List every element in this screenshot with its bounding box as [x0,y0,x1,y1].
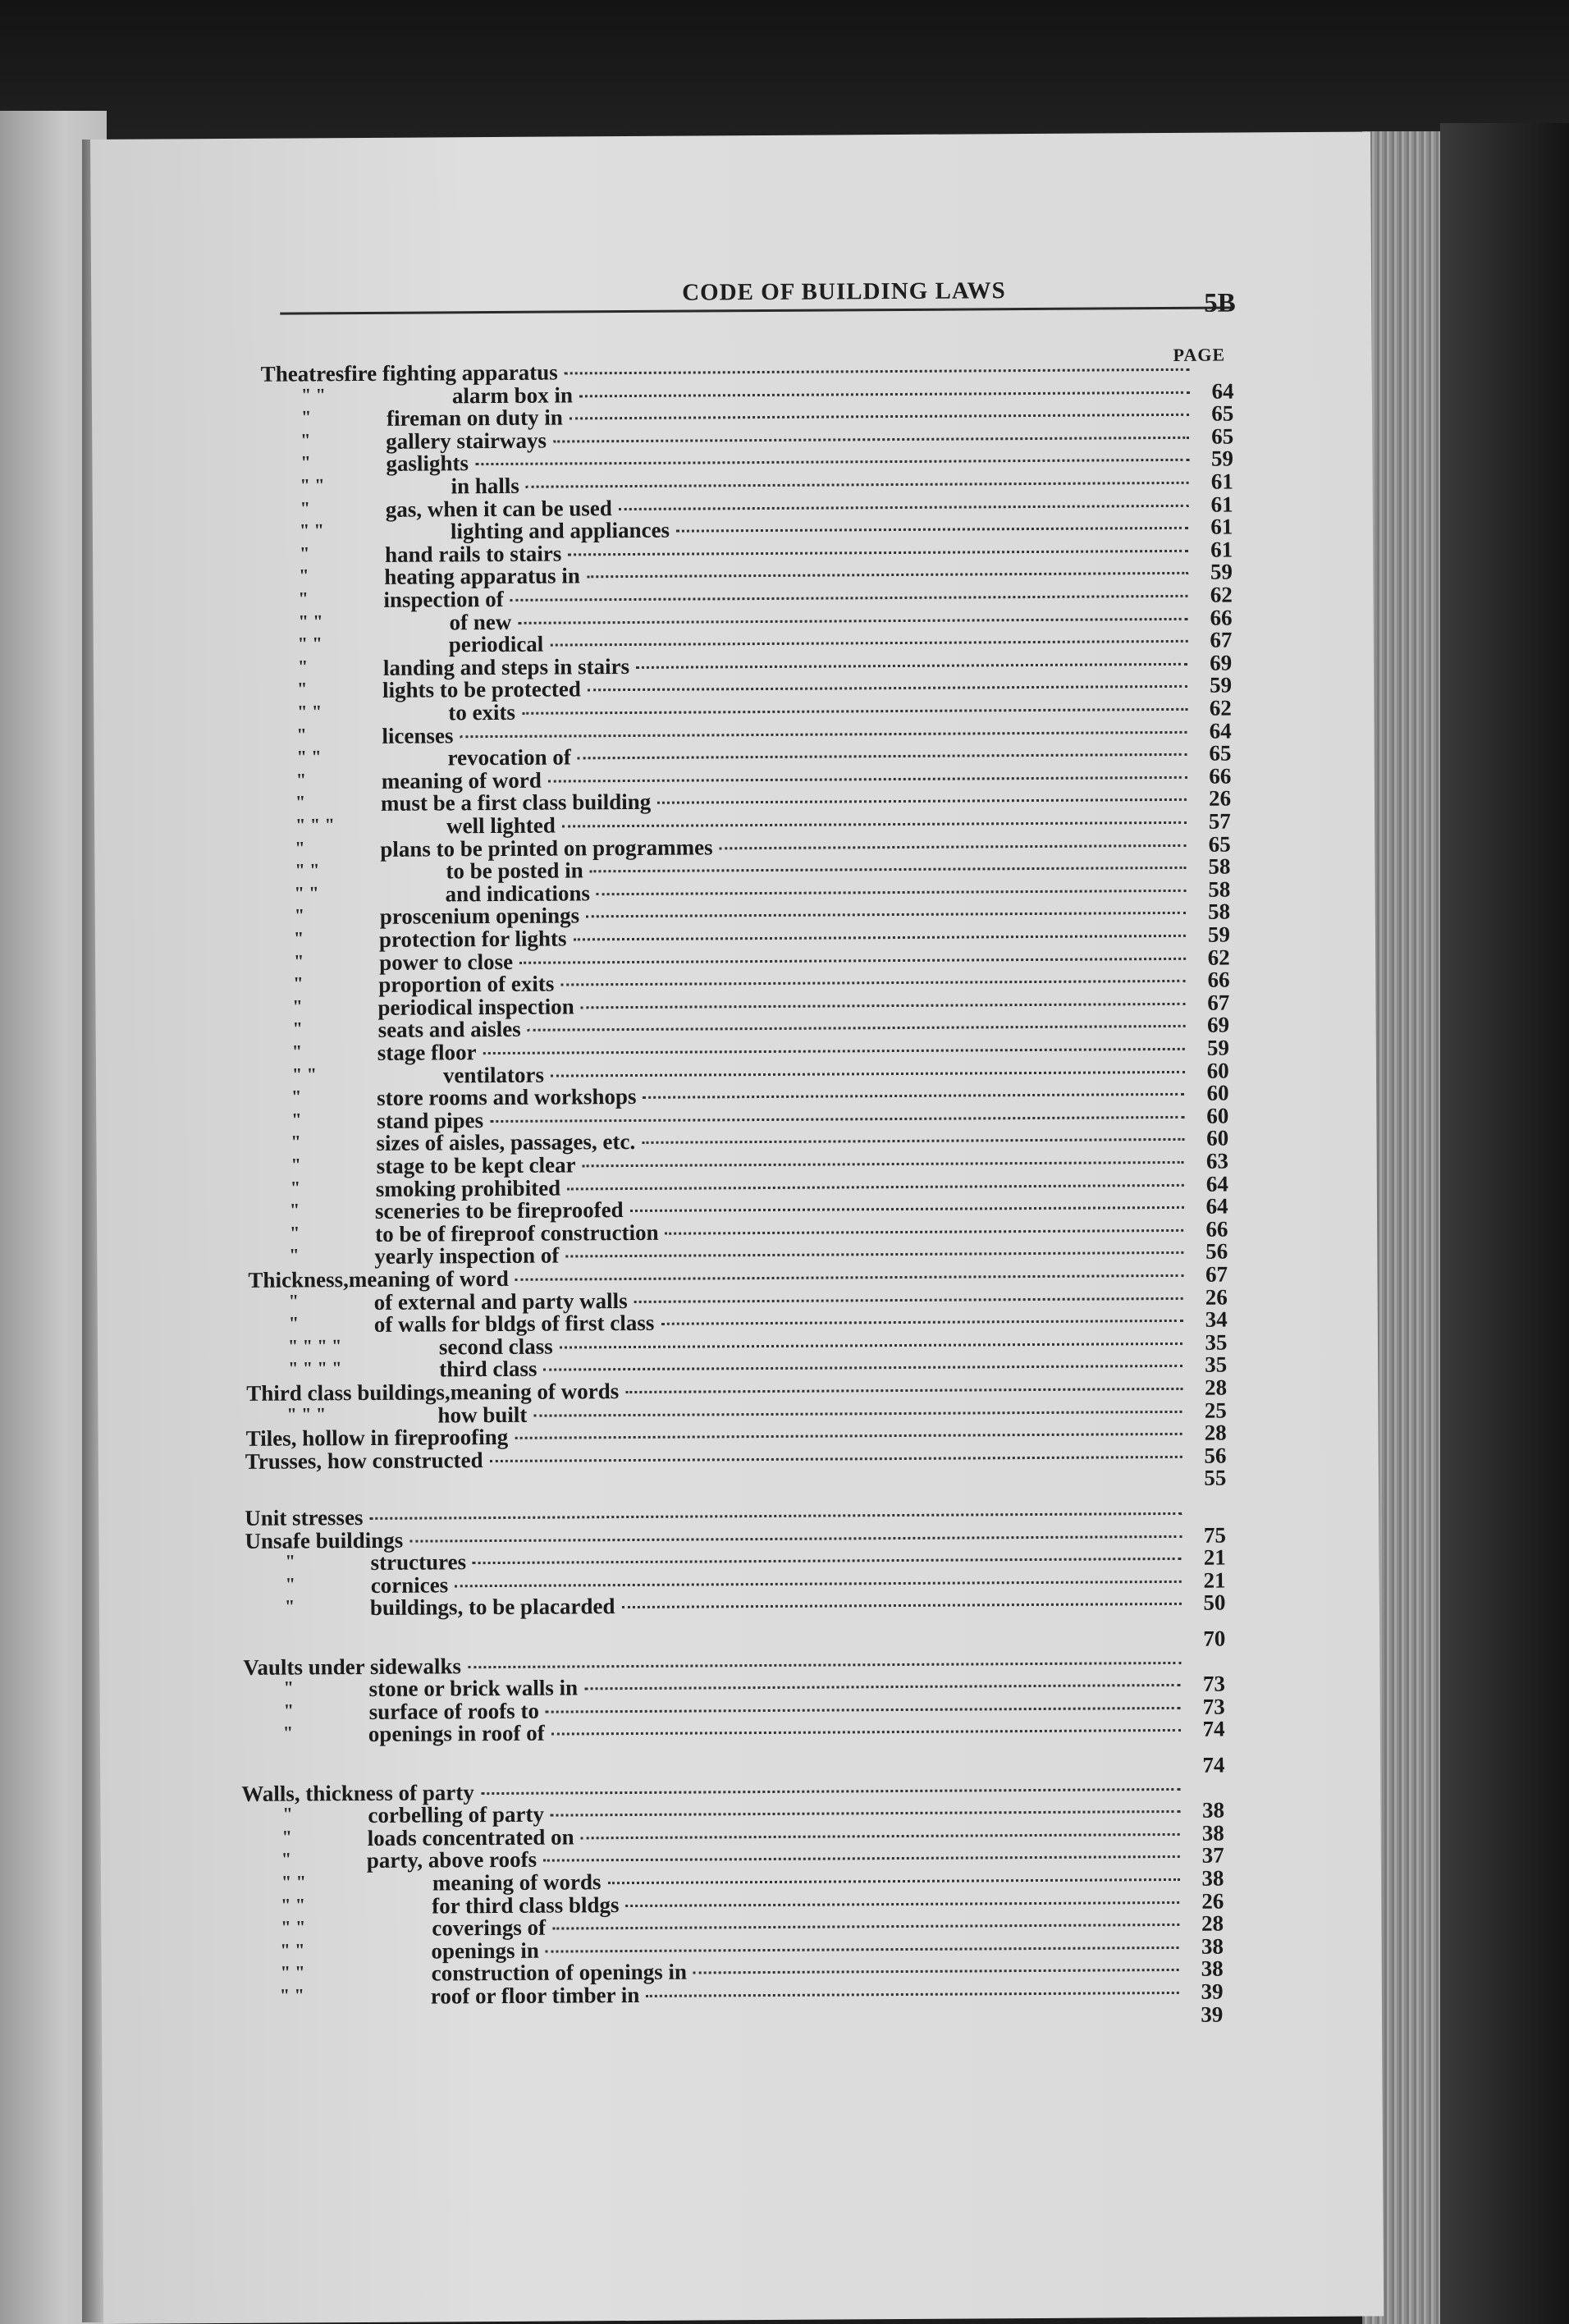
page-reference: 70 [1203,1626,1226,1651]
page-reference: 64 [1209,718,1232,743]
ditto-mark: " [281,1848,292,1869]
dot-leader [636,663,1187,669]
ditto-mark: " " [297,701,322,722]
dot-leader [584,1684,1181,1690]
ditto-mark: " [285,1573,296,1594]
page-column-header: PAGE [1173,344,1226,365]
ditto-mark: " [300,497,311,519]
dot-leader [550,640,1187,647]
page-reference: 35 [1205,1352,1228,1377]
index-subentry-text: periodical [448,631,544,657]
page-reference: 59 [1209,672,1233,698]
index-subentry-text: construction of openings in [431,1959,688,1986]
index-subentry-text: yearly inspection of [374,1242,560,1269]
dot-leader [522,708,1187,715]
dot-leader [583,1161,1184,1167]
dot-leader [625,1388,1182,1393]
dot-leader [552,1924,1179,1930]
ditto-mark: " [281,1826,292,1847]
dot-leader [590,867,1187,872]
dot-leader [657,798,1187,804]
page-reference: 58 [1208,899,1231,924]
ditto-mark: " [294,950,304,972]
index-subentry-text: proscenium openings [379,903,580,929]
page-reference: 69 [1210,650,1233,675]
ditto-mark: " " [281,1916,306,1937]
ditto-mark: " [288,1312,300,1334]
page-reference: 50 [1203,1590,1226,1615]
index-subentry-text: plans to be printed on programmes [380,835,713,862]
ditto-mark: " [289,1199,300,1220]
page-reference: 67 [1207,990,1230,1015]
ditto-mark: " " [291,1064,317,1085]
dot-leader [560,980,1185,986]
page-reference: 39 [1201,2001,1224,2027]
page-reference: 38 [1201,1797,1225,1823]
index-entry [282,1716,1225,1746]
page-reference: 64 [1205,1193,1228,1219]
dot-leader [642,1138,1184,1144]
ditto-mark: " [298,588,309,609]
dot-leader [548,776,1187,783]
index-heading: Thickness, [248,1267,349,1292]
index-entry [1177,1466,1226,1489]
page-reference: 38 [1201,1865,1224,1891]
page-reference: 65 [1209,740,1232,766]
dot-leader [666,1229,1184,1235]
page-reference: 28 [1204,1375,1228,1400]
dot-leader [473,1558,1182,1564]
dot-leader [581,1003,1186,1009]
dot-leader [551,1729,1181,1736]
index-subentry-text: gas, when it can be used [385,496,612,522]
dot-leader [518,618,1187,624]
dot-leader [475,459,1189,465]
dot-leader [565,368,1190,375]
dot-leader [490,1456,1182,1462]
page-number: 5B [1204,288,1236,318]
ditto-mark: " " [299,519,324,541]
page-reference: 66 [1209,763,1232,789]
index-subentry-text: structures [370,1549,467,1575]
page-reference: 73 [1202,1671,1226,1696]
dot-leader [543,1855,1180,1862]
ditto-mark: " [293,972,304,994]
dot-leader [568,550,1188,556]
dot-leader [562,821,1187,828]
index-subentry-text: ventilators [442,1062,545,1088]
dot-leader [567,1184,1184,1191]
page-reference: 61 [1210,537,1233,562]
index-subentry-text: seats and aisles [377,1016,521,1042]
dot-leader [607,1878,1179,1884]
page-reference: 58 [1208,853,1231,879]
ditto-mark: " " [300,384,326,405]
page-reference: 25 [1204,1398,1227,1423]
index-subentry-text: power to close [379,949,514,975]
ditto-mark: " " [298,611,323,632]
index-subentry-text: revocation of [447,744,571,771]
ditto-mark: " [296,724,307,745]
page-reference: 21 [1203,1544,1226,1570]
index-subentry-text: store rooms and workshops [377,1083,637,1110]
page-reference: 55 [1204,1465,1227,1490]
page-reference: 61 [1210,492,1233,517]
index-subentry-text: meaning of word [348,1265,509,1292]
ditto-mark: " [290,1131,301,1152]
page-reference: 66 [1205,1216,1228,1242]
dot-leader [578,753,1187,760]
dot-leader [581,1833,1180,1839]
page-reference: 60 [1206,1125,1229,1151]
index-subentry-text: openings in roof of [368,1720,545,1746]
dot-leader [573,935,1185,941]
page-reference: 67 [1210,627,1233,652]
dot-leader [676,527,1188,533]
dot-leader [370,1512,1182,1520]
index-subentry-text: smoking prohibited [375,1175,561,1201]
index-subentry-text: alarm box in [451,382,574,409]
ditto-mark: " [283,1700,294,1721]
dot-leader [460,731,1187,738]
index-entry [279,1979,1224,2009]
ditto-mark: " [293,927,304,949]
page-reference: 60 [1206,1080,1229,1105]
ditto-mark: " [285,1550,295,1571]
ditto-mark: " " [294,882,319,904]
index-subentry-text: well lighted [446,812,556,839]
dot-leader [528,1025,1185,1032]
page-reference: 59 [1207,922,1231,947]
index-subentry-text: periodical inspection [377,994,574,1020]
dot-leader [553,437,1189,443]
index-subentry-text: licenses [382,723,454,748]
index-subentry-text: gaslights [386,451,469,476]
ditto-mark: " " [295,859,320,881]
page-reference: 67 [1205,1261,1228,1287]
index-subentry-text: buildings, to be placarded [369,1594,615,1620]
page-reference: 65 [1211,400,1234,426]
page-reference: 63 [1205,1148,1229,1173]
page-reference: 26 [1205,1284,1228,1310]
dot-leader [409,1535,1182,1543]
ditto-mark: " [290,1177,301,1198]
ditto-mark: " [291,1041,303,1062]
ditto-mark: " [295,791,306,812]
ditto-mark: " [295,769,307,790]
index-subentry-text: hand rails to stairs [385,541,562,567]
index-subentry-text: for third class bldgs [432,1892,620,1919]
index-subentry-text: meaning of words [432,1869,602,1896]
page-reference: 38 [1201,1956,1224,1981]
index-entry [1175,1753,1224,1776]
page-reference: 65 [1208,831,1231,857]
index-entry [284,1590,1226,1620]
dot-leader [519,958,1186,964]
dot-leader [625,1901,1179,1907]
page-reference: 38 [1201,1820,1224,1846]
ditto-mark: " " [281,1894,306,1915]
index-subentry-text: to be of fireproof construction [375,1219,659,1247]
page-reference: 26 [1208,785,1232,811]
dot-leader [587,572,1188,578]
ditto-mark: " " [296,746,322,767]
page-reference: 69 [1207,1012,1230,1037]
index-subentry-text: surface of roofs to [368,1698,540,1724]
ditto-mark: " " [297,633,322,654]
index-entry [245,1443,1227,1472]
page-reference: 26 [1201,1888,1224,1914]
dot-leader [515,1274,1183,1281]
index-subentry-text: loads concentrated on [367,1824,574,1851]
dot-leader [481,1788,1180,1795]
dot-leader [515,1433,1182,1439]
index-subentry-text: stage to be kept clear [376,1152,576,1178]
ditto-mark: " [297,656,309,677]
index-subentry-text: proportion of exits [378,971,555,997]
index-subentry-text: stage floor [377,1040,477,1065]
page-reference: 56 [1204,1443,1227,1468]
dot-leader [643,1093,1184,1099]
dot-leader [551,1810,1180,1817]
page-reference: 60 [1206,1058,1229,1083]
page-reference: 59 [1210,559,1233,584]
page-reference: 28 [1204,1420,1227,1445]
dot-leader [560,1343,1183,1349]
ditto-mark: " [292,995,303,1017]
page-reference: 75 [1203,1522,1227,1548]
page-reference: 61 [1210,469,1233,494]
ditto-mark: " " [300,474,325,496]
ditto-mark: " " " [295,814,335,835]
index-subentry-text: lights to be protected [382,676,581,702]
page-reference: 28 [1201,1910,1224,1936]
index-subentry-text: must be a first class building [380,789,652,816]
page-reference: 58 [1208,876,1231,902]
dot-leader [661,1320,1182,1325]
index-subentry-text: party, above roofs [366,1846,537,1873]
page-reference: 62 [1210,582,1233,607]
page-reference: 60 [1206,1103,1229,1128]
page-reference: 59 [1206,1035,1230,1060]
index-subentry-text: of new [449,609,512,635]
index-subentry-text: meaning of word [381,767,542,794]
index-subentry-text: third class [439,1356,537,1382]
page-reference: 74 [1202,1716,1225,1741]
index-subentry-text: protection for lights [378,926,567,952]
dot-leader [455,1581,1181,1587]
ditto-mark: " " " " [288,1357,342,1379]
page-reference: 64 [1211,378,1234,404]
ditto-mark: " [282,1803,293,1824]
ditto-mark: " [288,1290,299,1311]
dot-leader [634,1297,1183,1303]
dot-leader [490,1116,1184,1123]
ditto-mark: " [295,837,305,858]
ditto-mark: " [300,451,311,473]
index-subentry-text: to exits [448,699,516,725]
ditto-mark: " [300,429,311,451]
ditto-mark: " [282,1722,294,1743]
ditto-mark: " " [279,1984,304,2006]
index-heading: Walls, thickness of party [241,1780,474,1806]
book-cover-edge [1440,123,1569,2324]
index-subentry-text: cornices [370,1572,449,1598]
dot-leader [579,391,1190,398]
index-subentry-text: coverings of [432,1915,547,1941]
index-subentry-text: landing and steps in stairs [382,653,630,680]
dot-leader [570,414,1189,420]
ditto-mark: " " [281,1871,306,1892]
index-heading: Tiles, hollow in fireproofing [245,1424,509,1451]
dot-leader [588,685,1187,691]
page-reference: 34 [1205,1306,1228,1332]
page-reference: 66 [1207,967,1230,992]
dot-leader [546,1947,1179,1953]
ditto-mark: " " [280,1939,305,1960]
ditto-mark: " [291,1086,302,1107]
header-rule [280,307,1232,315]
dot-leader [622,1603,1182,1608]
ditto-mark: " [294,904,305,926]
page-reference: 35 [1205,1329,1228,1355]
index-subentry-text: in halls [451,473,519,499]
page-reference: 37 [1201,1842,1224,1868]
dot-leader [546,1707,1181,1713]
dot-leader [483,1048,1185,1054]
index-subentry-text: stone or brick walls in [368,1675,579,1701]
ditto-mark: " [290,1154,301,1175]
index-heading: Third class buildings, [246,1379,451,1406]
index-subentry-text: heating apparatus in [384,563,580,589]
page-reference: 62 [1207,945,1230,970]
ditto-mark: " [292,1018,303,1039]
index-heading: Unsafe buildings [245,1527,404,1553]
ditto-mark: " [291,1109,302,1130]
index-subentry-text: lighting and appliances [450,517,670,544]
dot-leader [510,595,1188,602]
index-subentry-text: fire fighting apparatus [344,359,558,387]
ditto-mark: " [290,1222,300,1243]
index-subentry-text: sizes of aisles, passages, etc. [376,1128,636,1155]
index-heading: Theatres [260,361,345,387]
index-subentry-text: meaning of words [450,1379,620,1405]
page-reference: 66 [1210,605,1233,630]
dot-leader [565,1251,1183,1258]
page-reference: 74 [1202,1752,1225,1777]
dot-leader [619,505,1189,510]
ditto-mark: " " " " [287,1335,342,1356]
index-entry [1173,2002,1223,2025]
dot-leader [551,1071,1185,1077]
dot-leader [533,1411,1182,1417]
index-entry [1176,1626,1225,1649]
index-subentry-text: sceneries to be fireproofed [374,1197,624,1224]
ditto-mark: " " [280,1961,305,1983]
index-heading: Trusses, how constructed [245,1448,483,1474]
ditto-mark: " [300,542,310,564]
page-reference: 73 [1202,1694,1225,1719]
dot-leader [630,1206,1184,1212]
dot-leader [526,482,1189,488]
index-subentry-text: fireman on duty in [386,405,563,431]
page-reference: 38 [1201,1933,1224,1959]
index-heading: Vaults under sidewalks [243,1654,462,1680]
page-reference: 56 [1205,1238,1228,1264]
page-reference: 65 [1211,423,1234,449]
ditto-mark: " [289,1244,300,1265]
page-reference: 62 [1209,695,1232,721]
dot-leader [693,1969,1179,1974]
index-subentry-text: and indications [445,881,591,907]
ditto-mark: " [283,1677,294,1698]
index-subentry-text: how built [437,1402,528,1428]
ditto-mark: " [299,565,309,586]
ditto-mark: " [284,1595,295,1617]
dot-leader [597,890,1186,895]
page-reference: 61 [1210,514,1233,539]
index-heading: Unit stresses [245,1505,364,1530]
page-reference: 59 [1210,446,1234,471]
ditto-mark: " [297,678,308,699]
index-subentry-text: of external and party walls [373,1288,628,1315]
page-reference: 39 [1201,1979,1224,2004]
index-subentry-text: roof or floor timber in [430,1982,640,2009]
dot-leader [468,1662,1181,1668]
dot-leader [720,844,1187,849]
index-subentry-text: corbelling of party [368,1801,545,1828]
dot-leader [586,912,1186,917]
index-subentry-text: gallery stairways [386,428,547,454]
index-subentry-text: inspection of [383,586,504,612]
index-page [90,131,1384,2323]
index-subentry-text: to be posted in [446,858,583,884]
ditto-mark: " " " [286,1403,327,1425]
index-subentry-text: stand pipes [377,1108,484,1133]
ditto-mark: " [300,406,312,428]
running-head: CODE OF BUILDING LAWS [682,277,1006,306]
page-reference: 57 [1208,808,1231,834]
page-reference: 64 [1205,1171,1228,1196]
index-subentry-text: of walls for bldgs of first class [373,1310,655,1337]
dot-leader [543,1365,1182,1371]
index-subentry-text: second class [438,1334,553,1360]
page-reference: 21 [1203,1567,1226,1593]
dot-leader [646,1992,1178,1997]
index-subentry-text: openings in [431,1937,539,1964]
